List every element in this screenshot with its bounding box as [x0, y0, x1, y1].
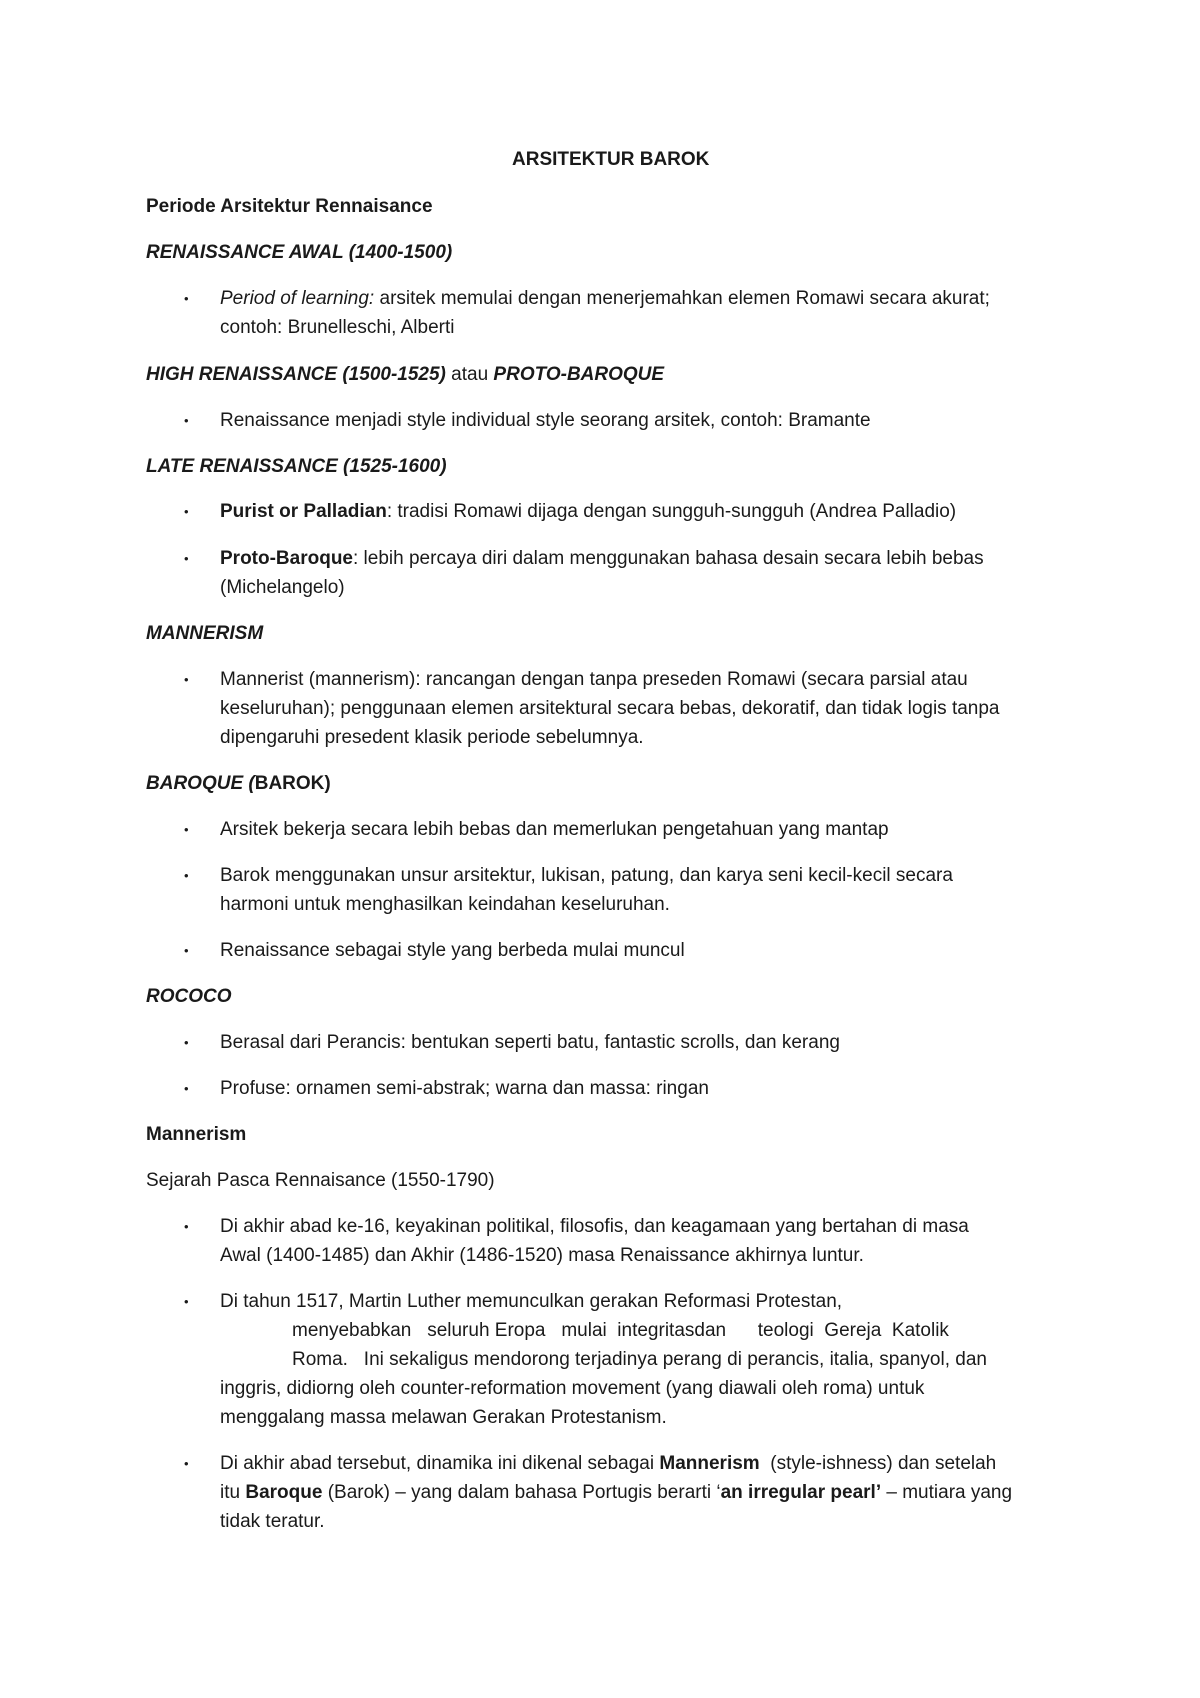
heading-rococo: ROCOCO	[146, 986, 232, 1007]
list-item: Di tahun 1517, Martin Luther memunculkan gerakan Reformasi Protestan,	[220, 1291, 843, 1312]
list-item: Berasal dari Perancis: bentukan seperti batu, fantastic scrolls, dan kerang	[220, 1032, 840, 1053]
bullet-icon: •	[184, 822, 189, 837]
list-item-continuation: (Michelangelo)	[220, 577, 345, 598]
list-item: Proto-Baroque: lebih percaya diri dalam menggunakan bahasa desain secara lebih bebas	[220, 548, 984, 569]
document-title: ARSITEKTUR BAROK	[512, 149, 710, 170]
list-item-continuation: inggris, didiorng oleh counter-reformation movement (yang diawali oleh roma) untuk	[220, 1378, 925, 1399]
bullet-icon: •	[184, 943, 189, 958]
bullet-icon: •	[184, 551, 189, 566]
list-item: Profuse: ornamen semi-abstrak; warna dan massa: ringan	[220, 1078, 709, 1099]
list-item-continuation: Awal (1400-1485) dan Akhir (1486-1520) masa Renaissance akhirnya luntur.	[220, 1245, 864, 1266]
list-item-continuation: Roma. Ini sekaligus mendorong terjadinya perang di perancis, italia, spanyol, dan	[292, 1349, 987, 1370]
list-item-continuation: dipengaruhi presedent klasik periode sebelumnya.	[220, 727, 644, 748]
list-item: Mannerist (mannerism): rancangan dengan tanpa preseden Romawi (secara parsial atau	[220, 669, 968, 690]
list-item: Renaissance menjadi style individual style seorang arsitek, contoh: Bramante	[220, 410, 871, 431]
list-item-continuation: itu Baroque (Barok) – yang dalam bahasa Portugis berarti ‘an irregular pearl’ – mutiara yang	[220, 1482, 1013, 1503]
bullet-icon: •	[184, 504, 189, 519]
list-item: Purist or Palladian: tradisi Romawi dijaga dengan sungguh-sungguh (Andrea Palladio)	[220, 501, 957, 522]
list-item: Renaissance sebagai style yang berbeda mulai muncul	[220, 940, 685, 961]
list-item-continuation: harmoni untuk menghasilkan keindahan keseluruhan.	[220, 894, 670, 915]
list-item: Period of learning: arsitek memulai dengan menerjemahkan elemen Romawi secara akurat;	[220, 288, 990, 309]
list-item: Di akhir abad ke-16, keyakinan politikal, filosofis, dan keagamaan yang bertahan di masa	[220, 1216, 969, 1237]
heading-mannerism-history: Mannerism	[146, 1124, 247, 1145]
heading-baroque: BAROQUE (BAROK)	[146, 773, 331, 794]
heading-renaissance-awal: RENAISSANCE AWAL (1400-1500)	[146, 242, 453, 263]
heading-late-renaissance: LATE RENAISSANCE (1525-1600)	[146, 456, 447, 477]
list-item-continuation: menyebabkan seluruh Eropa mulai integritasdan teologi Gereja Katolik	[292, 1320, 949, 1341]
subheading-sejarah: Sejarah Pasca Rennaisance (1550-1790)	[146, 1170, 495, 1191]
heading-mannerism: MANNERISM	[146, 623, 264, 644]
bullet-icon: •	[184, 1219, 189, 1234]
bullet-icon: •	[184, 1294, 189, 1309]
list-item: Di akhir abad tersebut, dinamika ini dikenal sebagai Mannerism (style-ishness) dan setelah	[220, 1453, 997, 1474]
list-item-continuation: keseluruhan); penggunaan elemen arsitektural secara bebas, dekoratif, dan tidak logis tanpa	[220, 698, 1000, 719]
section-heading-periode: Periode Arsitektur Rennaisance	[146, 196, 433, 217]
bullet-icon: •	[184, 1456, 189, 1471]
list-item-continuation: tidak teratur.	[220, 1511, 325, 1532]
list-item-continuation: menggalang massa melawan Gerakan Protestanism.	[220, 1407, 667, 1428]
list-item: Arsitek bekerja secara lebih bebas dan memerlukan pengetahuan yang mantap	[220, 819, 889, 840]
list-item-continuation: contoh: Brunelleschi, Alberti	[220, 317, 455, 338]
bullet-icon: •	[184, 672, 189, 687]
heading-high-renaissance: HIGH RENAISSANCE (1500-1525) atau PROTO-BAROQUE	[146, 364, 665, 385]
bullet-icon: •	[184, 1035, 189, 1050]
bullet-icon: •	[184, 868, 189, 883]
bullet-icon: •	[184, 1081, 189, 1096]
list-item: Barok menggunakan unsur arsitektur, lukisan, patung, dan karya seni kecil-kecil secara	[220, 865, 953, 886]
bullet-icon: •	[184, 413, 189, 428]
bullet-icon: •	[184, 291, 189, 306]
